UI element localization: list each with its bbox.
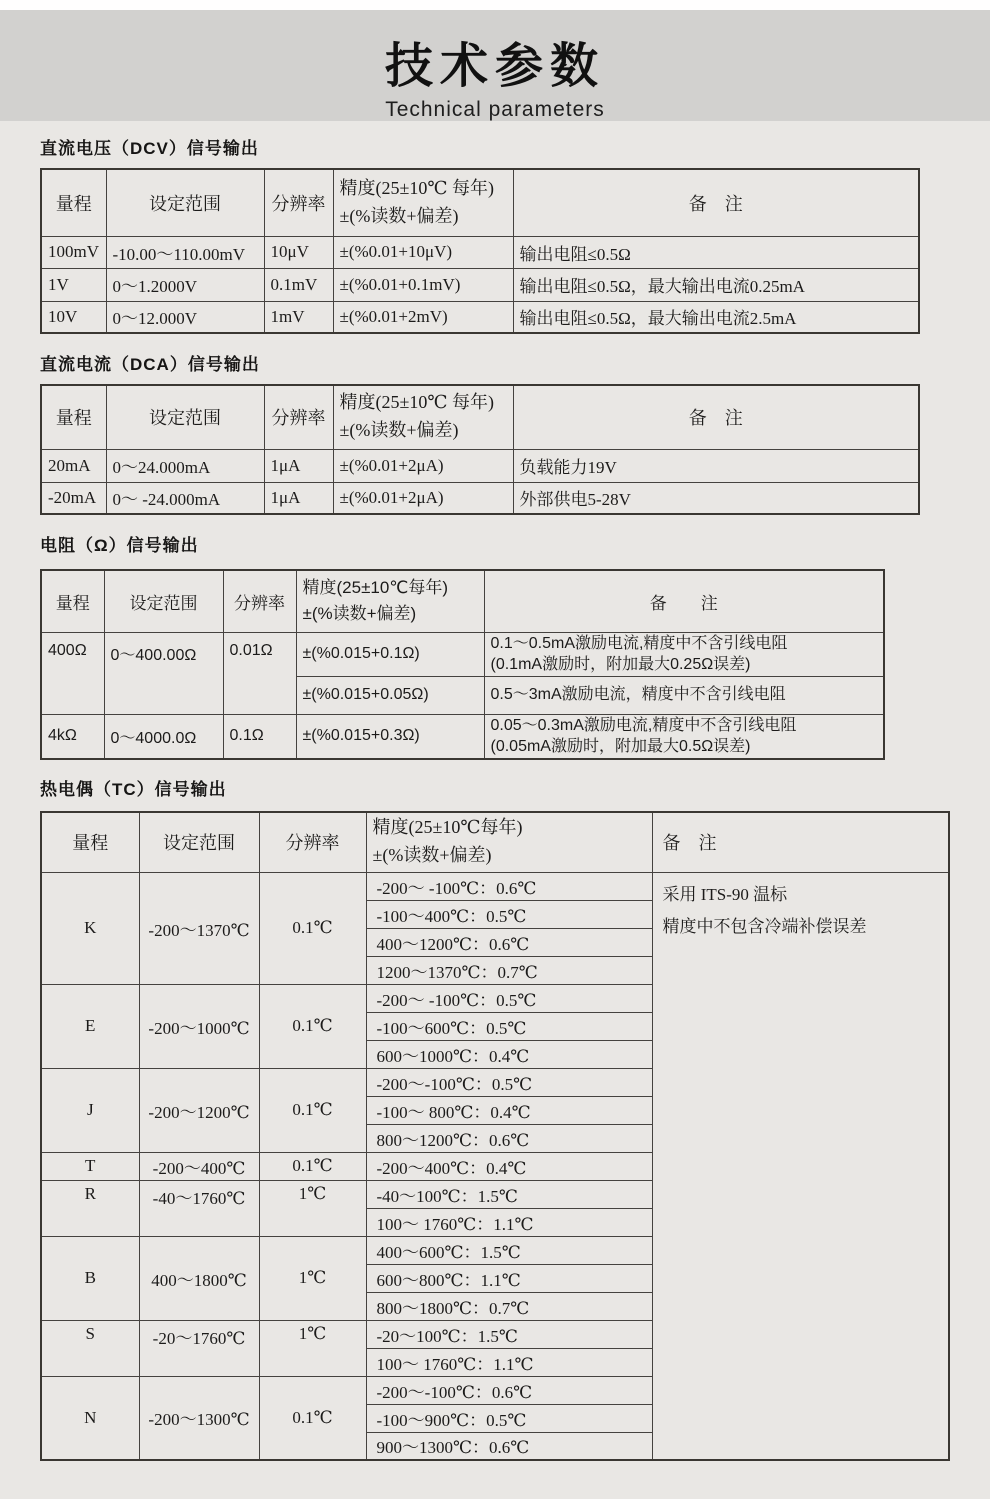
resistance-header-range: 量程 [41,570,104,632]
cell-resolution: 0.1℃ [259,1068,366,1152]
cell-resolution: 0.1℃ [259,984,366,1068]
cell-accuracy: -100～600℃：0.5℃ [366,1012,652,1040]
cell-type: E [41,984,139,1068]
tc-header-remark: 备 注 [652,812,949,872]
cell-remark [484,714,884,759]
tc-header-resolution: 分辨率 [259,812,366,872]
dcv-header-range: 量程 [41,169,106,236]
cell-remark: 外部供电5-28V [513,482,919,514]
dcv-header-accuracy [333,169,513,236]
dca-row-neg20ma [41,482,919,514]
cell-set-range: -20～1760℃ [139,1320,259,1376]
dcv-header-accuracy-line1: 精度(25±10℃ 每年) [339,177,495,198]
dca-header-resolution: 分辨率 [264,385,333,449]
dcv-section [40,134,920,334]
tc-section [40,775,950,1461]
remark-line2: (0.1mA激励时，附加最大0.25Ω误差) [490,656,751,674]
tc-remark-line1: 采用 ITS-90 温标 [662,884,788,904]
tc-remark-line2: 精度中不包含冷端补偿误差 [662,916,867,936]
cell-accuracy: -200～-100℃：0.6℃ [366,1376,652,1404]
resistance-row-400ohm-a [41,632,884,676]
cell-type: R [41,1180,139,1236]
cell-type: K [41,872,139,984]
dca-header-remark: 备 注 [513,385,919,449]
dcv-table [40,168,920,334]
dcv-header-resolution: 分辨率 [264,169,333,236]
dca-section-title: 直流电流（DCA）信号输出 [40,355,260,374]
page-subtitle: Technical parameters [385,98,605,121]
tc-table [40,811,950,1461]
cell-range: 100mV [41,236,106,268]
cell-resolution: 0.1Ω [223,714,296,759]
cell-remark: 输出电阻≤0.5Ω，最大输出电流0.25mA [513,268,919,301]
dca-header-accuracy [333,385,513,449]
remark-line1: 0.05～0.3mA激励电流,精度中不含引线电阻 [490,716,797,734]
cell-remark [652,872,949,1460]
dcv-header-row [41,169,919,236]
cell-resolution: 1℃ [259,1180,366,1236]
resistance-header-remark: 备 注 [484,570,884,632]
cell-range: 20mA [41,449,106,482]
cell-accuracy: ±(%0.01+2μA) [333,449,513,482]
cell-set-range: 0～400.00Ω [104,632,223,714]
cell-accuracy: ±(%0.015+0.1Ω) [296,632,484,676]
cell-set-range: -200～1370℃ [139,872,259,984]
dcv-header-accuracy-line2: ±(%读数+偏差) [339,205,459,226]
dcv-row-100mv [41,236,919,268]
cell-remark: 输出电阻≤0.5Ω [513,236,919,268]
cell-remark [484,632,884,676]
cell-range: -20mA [41,482,106,514]
cell-accuracy: -200～-100℃：0.5℃ [366,1068,652,1096]
cell-type: N [41,1376,139,1460]
resistance-header-accuracy [296,570,484,632]
cell-type: B [41,1236,139,1320]
tc-header-accuracy [366,812,652,872]
resistance-header-accuracy-line2: ±(%读数+偏差) [302,604,417,624]
dca-table [40,384,920,515]
resistance-section [40,531,885,760]
resistance-header-resolution: 分辨率 [223,570,296,632]
tc-header-range: 量程 [41,812,139,872]
cell-resolution: 0.01Ω [223,632,296,714]
cell-resolution: 0.1℃ [259,1376,366,1460]
dca-row-20ma [41,449,919,482]
resistance-header-row [41,570,884,632]
cell-set-range: 0～1.2000V [106,268,264,301]
resistance-section-title: 电阻（Ω）信号输出 [40,536,199,555]
dcv-header-remark: 备 注 [513,169,919,236]
cell-resolution: 10μV [264,236,333,268]
cell-set-range: -200～400℃ [139,1152,259,1180]
resistance-header-accuracy-line1: 精度(25±10℃每年) [302,577,449,597]
cell-range: 400Ω [41,632,104,714]
remark-line2: (0.05mA激励时，附加最大0.5Ω误差) [490,738,751,756]
cell-accuracy: 400～1200℃：0.6℃ [366,928,652,956]
cell-accuracy: ±(%0.015+0.3Ω) [296,714,484,759]
resistance-row-4kohm [41,714,884,759]
top-white-strip [0,0,990,10]
tc-header-accuracy-line1: 精度(25±10℃每年) [372,817,523,838]
cell-accuracy: ±(%0.015+0.05Ω) [296,676,484,714]
tc-header-row [41,812,949,872]
tc-section-title: 热电偶（TC）信号输出 [40,780,227,799]
cell-range: 4kΩ [41,714,104,759]
cell-accuracy: ±(%0.01+2mV) [333,301,513,333]
page-header-banner [0,10,990,121]
cell-accuracy: 1200～1370℃：0.7℃ [366,956,652,984]
dca-header-range: 量程 [41,385,106,449]
cell-type: S [41,1320,139,1376]
cell-accuracy: -100～ 800℃：0.4℃ [366,1096,652,1124]
dcv-header-set-range: 设定范围 [106,169,264,236]
dcv-row-10v [41,301,919,333]
dca-section [40,350,920,515]
remark-line1: 0.1～0.5mA激励电流,精度中不含引线电阻 [490,634,788,652]
cell-accuracy: -40～100℃：1.5℃ [366,1180,652,1208]
cell-set-range: -40～1760℃ [139,1180,259,1236]
cell-resolution: 1℃ [259,1320,366,1376]
cell-accuracy: 900～1300℃：0.6℃ [366,1432,652,1460]
cell-range: 1V [41,268,106,301]
cell-accuracy: 100～ 1760℃：1.1℃ [366,1348,652,1376]
cell-set-range: -10.00～110.00mV [106,236,264,268]
dca-header-accuracy-line2: ±(%读数+偏差) [339,420,459,441]
tc-header-set-range: 设定范围 [139,812,259,872]
cell-resolution: 0.1mV [264,268,333,301]
cell-set-range: 0～12.000V [106,301,264,333]
cell-set-range: 0～4000.0Ω [104,714,223,759]
cell-resolution: 1℃ [259,1236,366,1320]
dca-header-set-range: 设定范围 [106,385,264,449]
cell-set-range: 0～ -24.000mA [106,482,264,514]
cell-resolution: 0.1℃ [259,1152,366,1180]
cell-accuracy: 600～800℃：1.1℃ [366,1264,652,1292]
cell-resolution: 0.1℃ [259,872,366,984]
cell-accuracy: 100～ 1760℃：1.1℃ [366,1208,652,1236]
cell-accuracy: -20～100℃：1.5℃ [366,1320,652,1348]
cell-range: 10V [41,301,106,333]
cell-accuracy: -100～400℃：0.5℃ [366,900,652,928]
cell-accuracy: 400～600℃：1.5℃ [366,1236,652,1264]
cell-remark: 0.5～3mA激励电流，精度中不含引线电阻 [484,676,884,714]
cell-type: T [41,1152,139,1180]
cell-accuracy: -100～900℃：0.5℃ [366,1404,652,1432]
cell-accuracy: 600～1000℃：0.4℃ [366,1040,652,1068]
cell-accuracy: -200～ -100℃：0.5℃ [366,984,652,1012]
cell-type: J [41,1068,139,1152]
resistance-header-set-range: 设定范围 [104,570,223,632]
dcv-row-1v [41,268,919,301]
cell-remark: 输出电阻≤0.5Ω，最大输出电流2.5mA [513,301,919,333]
cell-accuracy: ±(%0.01+2μA) [333,482,513,514]
cell-accuracy: 800～1200℃：0.6℃ [366,1124,652,1152]
cell-set-range: 400～1800℃ [139,1236,259,1320]
cell-resolution: 1mV [264,301,333,333]
cell-accuracy: ±(%0.01+10μV) [333,236,513,268]
resistance-table [40,569,885,760]
cell-accuracy: -200～ -100℃：0.6℃ [366,872,652,900]
dcv-section-title: 直流电压（DCV）信号输出 [40,139,259,158]
tc-row-k [41,872,949,900]
page-title: 技术参数 [384,40,605,93]
cell-set-range: 0～24.000mA [106,449,264,482]
dca-header-accuracy-line1: 精度(25±10℃ 每年) [339,392,495,413]
cell-set-range: -200～1200℃ [139,1068,259,1152]
cell-set-range: -200～1300℃ [139,1376,259,1460]
cell-accuracy: -200～400℃：0.4℃ [366,1152,652,1180]
dca-header-row [41,385,919,449]
cell-resolution: 1μA [264,482,333,514]
cell-set-range: -200～1000℃ [139,984,259,1068]
cell-accuracy: 800～1800℃：0.7℃ [366,1292,652,1320]
tc-header-accuracy-line2: ±(%读数+偏差) [372,845,492,866]
cell-resolution: 1μA [264,449,333,482]
cell-accuracy: ±(%0.01+0.1mV) [333,268,513,301]
cell-remark: 负载能力19V [513,449,919,482]
